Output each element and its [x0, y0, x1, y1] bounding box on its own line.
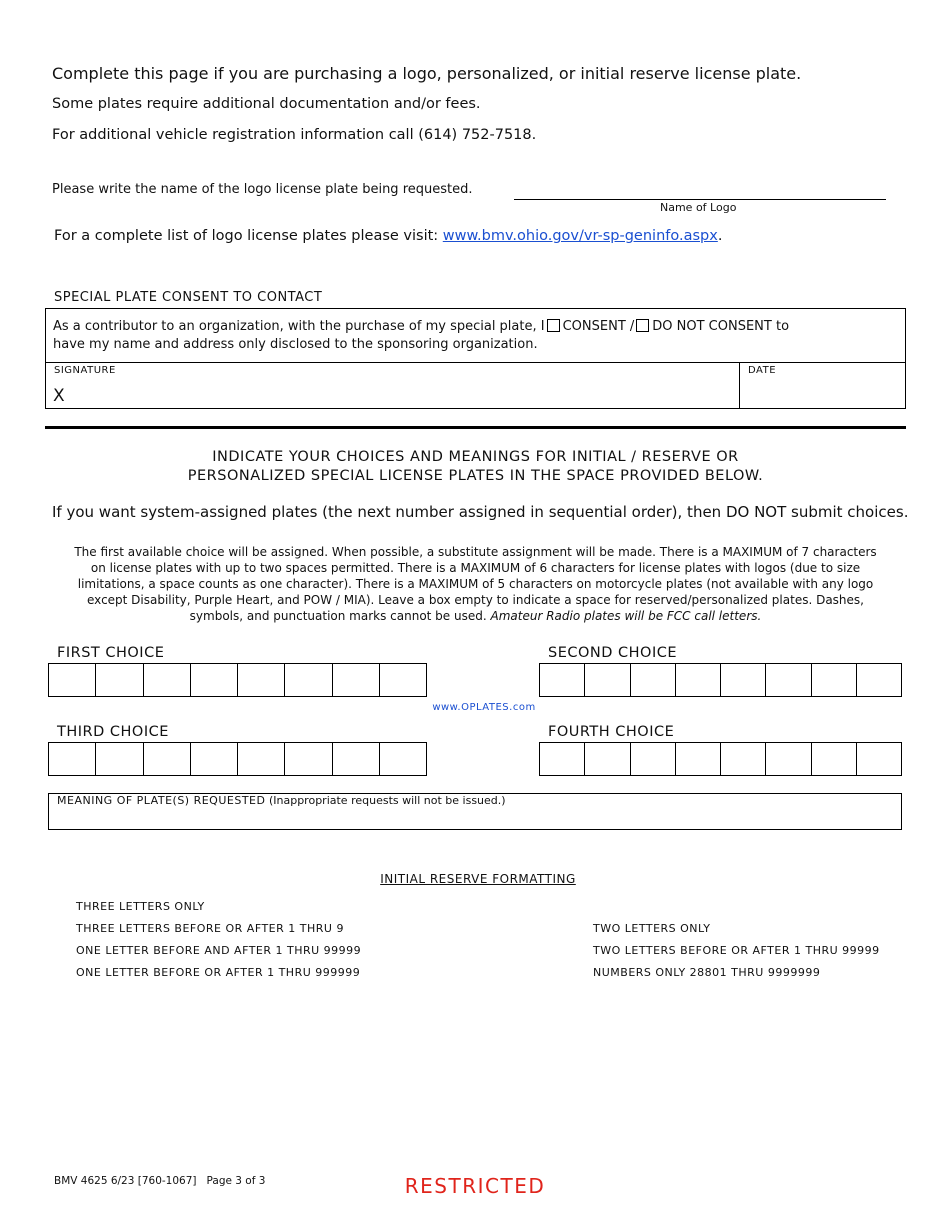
first-choice-label: FIRST CHOICE	[57, 645, 165, 661]
intro-line-1: Complete this page if you are purchasing a logo, personalized, or initial reserve license plate.	[52, 64, 802, 83]
section-rule	[45, 426, 906, 429]
second-choice-box[interactable]	[631, 664, 676, 696]
watermark-url: www.OPLATES.com	[432, 702, 536, 713]
form-footer	[54, 1175, 265, 1187]
signature-label: SIGNATURE	[54, 365, 116, 376]
formatting-heading-wrap	[45, 872, 911, 886]
logo-list-line	[54, 228, 722, 244]
consent-text-before: As a contributor to an organization, with the purchase of my special plate, I	[53, 319, 545, 334]
choices-heading	[45, 448, 906, 486]
formatting-item: TWO LETTERS BEFORE OR AFTER 1 THRU 99999	[593, 944, 880, 957]
date-label: DATE	[748, 365, 777, 376]
rules-italic: Amateur Radio plates will be FCC call letters.	[490, 609, 762, 623]
fourth-choice-box[interactable]	[721, 743, 766, 775]
third-choice-box[interactable]	[191, 743, 238, 775]
meaning-label-line	[57, 794, 506, 807]
third-choice-box[interactable]	[96, 743, 143, 775]
fourth-choice-box[interactable]	[631, 743, 676, 775]
consent-label: CONSENT /	[562, 319, 635, 334]
rules-line-5: symbols, and punctuation marks cannot be used.	[189, 609, 487, 623]
first-choice-box[interactable]	[238, 664, 285, 696]
restricted-stamp: RESTRICTED	[404, 1174, 546, 1198]
second-choice-grid	[539, 663, 902, 697]
fourth-choice-box[interactable]	[857, 743, 901, 775]
third-choice-box[interactable]	[238, 743, 285, 775]
third-choice-box[interactable]	[144, 743, 191, 775]
formatting-item: THREE LETTERS BEFORE OR AFTER 1 THRU 9	[76, 922, 344, 935]
rules-line-1: The first available choice will be assigned. When possible, a substitute assignment will be made. There is a MAXIMUM of 7 characters	[74, 545, 877, 559]
first-choice-box[interactable]	[191, 664, 238, 696]
second-choice-box[interactable]	[721, 664, 766, 696]
second-choice-label: SECOND CHOICE	[548, 645, 678, 661]
fourth-choice-box[interactable]	[812, 743, 857, 775]
page-number: Page 3 of 3	[206, 1175, 266, 1187]
signature-field[interactable]	[66, 378, 734, 406]
fourth-choice-box[interactable]	[766, 743, 811, 775]
date-divider	[739, 362, 740, 409]
logo-prompt: Please write the name of the logo license plate being requested.	[52, 182, 473, 197]
first-choice-box[interactable]	[49, 664, 96, 696]
first-choice-box[interactable]	[144, 664, 191, 696]
no-consent-checkbox[interactable]	[636, 319, 649, 332]
consent-checkbox[interactable]	[547, 319, 560, 332]
choices-heading-2: PERSONALIZED SPECIAL LICENSE PLATES IN THE SPACE PROVIDED BELOW.	[187, 468, 764, 484]
second-choice-box[interactable]	[766, 664, 811, 696]
third-choice-grid	[48, 742, 427, 776]
fourth-choice-box[interactable]	[676, 743, 721, 775]
signature-mark: X	[53, 386, 65, 406]
consent-text	[53, 318, 899, 354]
rules-text	[45, 544, 906, 624]
fourth-choice-label: FOURTH CHOICE	[548, 724, 675, 740]
second-choice-box[interactable]	[676, 664, 721, 696]
logo-list-link[interactable]: www.bmv.ohio.gov/vr-sp-geninfo.aspx	[442, 228, 718, 244]
second-choice-box[interactable]	[812, 664, 857, 696]
first-choice-box[interactable]	[333, 664, 380, 696]
logo-field-caption: Name of Logo	[660, 201, 737, 214]
fourth-choice-box[interactable]	[585, 743, 630, 775]
formatting-left-list	[76, 896, 361, 984]
first-choice-box[interactable]	[96, 664, 143, 696]
consent-text-after: to	[776, 319, 790, 334]
second-choice-box[interactable]	[857, 664, 901, 696]
consent-heading: SPECIAL PLATE CONSENT TO CONTACT	[54, 290, 323, 305]
formatting-item: THREE LETTERS ONLY	[76, 900, 205, 913]
form-id: BMV 4625 6/23 [760-1067]	[54, 1175, 197, 1187]
third-choice-box[interactable]	[285, 743, 332, 775]
formatting-right-list	[593, 918, 880, 984]
consent-divider	[45, 362, 906, 363]
first-choice-box[interactable]	[380, 664, 426, 696]
rules-line-4: except Disability, Purple Heart, and POW / MIA). Leave a box empty to indicate a space for reserved/personalized plates. Dashes,	[87, 593, 864, 607]
fourth-choice-grid	[539, 742, 902, 776]
third-choice-box[interactable]	[49, 743, 96, 775]
date-field[interactable]	[744, 378, 902, 406]
intro-line-3: For additional vehicle registration information call (614) 752-7518.	[52, 127, 537, 143]
rules-line-2: on license plates with up to two spaces permitted. There is a MAXIMUM of 6 characters for license plates with logos (due to size	[90, 561, 861, 575]
system-note: If you want system-assigned plates (the next number assigned in sequential order), then DO NOT submit choices.	[52, 503, 909, 521]
rules-line-3: limitations, a space counts as one character). There is a MAXIMUM of 5 characters on motorcycle plates (not available with any logo	[77, 577, 874, 591]
logo-list-text: For a complete list of logo license plates please visit:	[54, 228, 443, 244]
third-choice-label: THIRD CHOICE	[57, 724, 169, 740]
consent-text-line2: have my name and address only disclosed to the sponsoring organization.	[53, 337, 538, 352]
first-choice-box[interactable]	[285, 664, 332, 696]
second-choice-box[interactable]	[540, 664, 585, 696]
logo-name-field[interactable]	[514, 184, 886, 200]
fourth-choice-box[interactable]	[540, 743, 585, 775]
third-choice-box[interactable]	[333, 743, 380, 775]
formatting-item: TWO LETTERS ONLY	[593, 922, 711, 935]
meaning-label: MEANING OF PLATE(S) REQUESTED	[57, 794, 266, 807]
third-choice-box[interactable]	[380, 743, 426, 775]
intro-line-2: Some plates require additional documentation and/or fees.	[52, 96, 481, 112]
first-choice-grid	[48, 663, 427, 697]
no-consent-label: DO NOT CONSENT	[652, 319, 772, 334]
formatting-item: ONE LETTER BEFORE OR AFTER 1 THRU 999999	[76, 966, 361, 979]
formatting-item: NUMBERS ONLY 28801 THRU 9999999	[593, 966, 821, 979]
choices-heading-1: INDICATE YOUR CHOICES AND MEANINGS FOR INITIAL / RESERVE OR	[212, 449, 739, 465]
logo-list-end: .	[717, 228, 723, 244]
formatting-item: ONE LETTER BEFORE AND AFTER 1 THRU 99999	[76, 944, 362, 957]
second-choice-box[interactable]	[585, 664, 630, 696]
formatting-heading: INITIAL RESERVE FORMATTING	[380, 872, 576, 886]
meaning-note: (Inappropriate requests will not be issued.)	[268, 794, 506, 807]
